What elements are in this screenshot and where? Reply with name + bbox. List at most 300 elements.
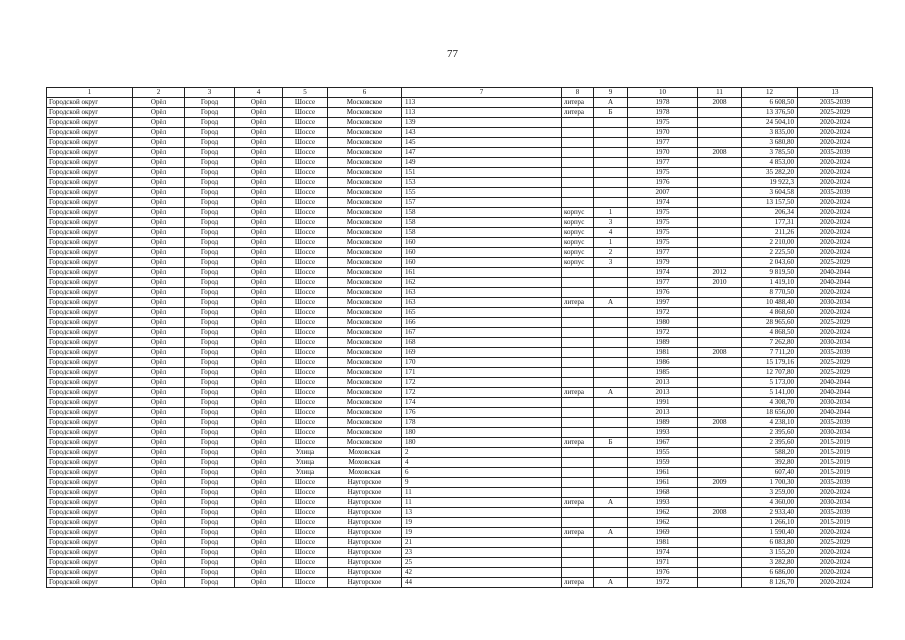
municipality-cell: Орёл (133, 198, 185, 208)
settlement-cell: Орёл (235, 318, 283, 328)
renovation-year-cell (698, 568, 742, 578)
municipality-type-cell: Городской округ (47, 148, 133, 158)
settlement-type-cell: Город (185, 468, 235, 478)
street-name-cell: Московское (328, 128, 402, 138)
house-number-cell: 113 (402, 98, 562, 108)
planned-period-cell: 2020-2024 (798, 128, 873, 138)
settlement-cell: Орёл (235, 138, 283, 148)
house-number-cell: 158 (402, 218, 562, 228)
renovation-year-cell (698, 428, 742, 438)
area-cell: 3 680,80 (742, 138, 798, 148)
table-body (47, 98, 873, 588)
planned-period-cell: 2025-2029 (798, 368, 873, 378)
house-number-cell: 165 (402, 308, 562, 318)
table-row (47, 158, 873, 168)
municipality-cell: Орёл (133, 508, 185, 518)
settlement-type-cell: Город (185, 298, 235, 308)
settlement-cell: Орёл (235, 98, 283, 108)
building-kind-cell (562, 358, 594, 368)
municipality-cell: Орёл (133, 428, 185, 438)
build-year-cell: 1989 (628, 418, 698, 428)
municipality-type-cell: Городской округ (47, 428, 133, 438)
municipality-type-cell: Городской округ (47, 158, 133, 168)
table-row (47, 98, 873, 108)
street-type-cell: Шоссе (283, 308, 328, 318)
area-cell: 4 868,50 (742, 328, 798, 338)
street-type-cell: Шоссе (283, 338, 328, 348)
building-kind-cell (562, 278, 594, 288)
settlement-cell: Орёл (235, 418, 283, 428)
renovation-year-cell (698, 158, 742, 168)
area-cell: 28 965,60 (742, 318, 798, 328)
municipality-type-cell: Городской округ (47, 548, 133, 558)
area-cell: 5 141,00 (742, 388, 798, 398)
street-type-cell: Шоссе (283, 128, 328, 138)
municipality-cell: Орёл (133, 338, 185, 348)
municipality-cell: Орёл (133, 318, 185, 328)
table-row (47, 198, 873, 208)
building-kind-cell (562, 148, 594, 158)
municipality-cell: Орёл (133, 168, 185, 178)
build-year-cell: 1976 (628, 568, 698, 578)
house-number-cell: 172 (402, 378, 562, 388)
municipality-type-cell: Городской округ (47, 118, 133, 128)
column-header: 9 (594, 88, 628, 98)
house-number-cell: 42 (402, 568, 562, 578)
building-letter-cell (594, 118, 628, 128)
area-cell: 2 225,50 (742, 248, 798, 258)
building-kind-cell (562, 338, 594, 348)
renovation-year-cell (698, 248, 742, 258)
building-kind-cell (562, 418, 594, 428)
settlement-cell: Орёл (235, 428, 283, 438)
settlement-type-cell: Город (185, 358, 235, 368)
street-name-cell: Московское (328, 298, 402, 308)
building-letter-cell: 4 (594, 228, 628, 238)
street-type-cell: Шоссе (283, 438, 328, 448)
house-number-cell: 161 (402, 268, 562, 278)
building-kind-cell: корпус (562, 258, 594, 268)
street-type-cell: Шоссе (283, 568, 328, 578)
street-type-cell: Шоссе (283, 548, 328, 558)
header-row (47, 88, 873, 98)
building-letter-cell: А (594, 528, 628, 538)
municipality-cell: Орёл (133, 448, 185, 458)
planned-period-cell: 2040-2044 (798, 378, 873, 388)
renovation-year-cell (698, 228, 742, 238)
building-kind-cell (562, 368, 594, 378)
street-name-cell: Московское (328, 158, 402, 168)
municipality-type-cell: Городской округ (47, 248, 133, 258)
street-type-cell: Шоссе (283, 528, 328, 538)
street-name-cell: Московское (328, 348, 402, 358)
street-name-cell: Московское (328, 178, 402, 188)
building-letter-cell (594, 538, 628, 548)
settlement-cell: Орёл (235, 358, 283, 368)
build-year-cell: 1974 (628, 198, 698, 208)
street-name-cell: Московское (328, 388, 402, 398)
planned-period-cell: 2025-2029 (798, 358, 873, 368)
renovation-year-cell (698, 118, 742, 128)
settlement-cell: Орёл (235, 458, 283, 468)
street-name-cell: Московское (328, 188, 402, 198)
municipality-type-cell: Городской округ (47, 508, 133, 518)
street-type-cell: Шоссе (283, 148, 328, 158)
street-name-cell: Московское (328, 408, 402, 418)
settlement-cell: Орёл (235, 178, 283, 188)
house-number-cell: 180 (402, 438, 562, 448)
renovation-year-cell (698, 398, 742, 408)
building-kind-cell: литера (562, 298, 594, 308)
build-year-cell: 1997 (628, 298, 698, 308)
column-header: 3 (185, 88, 235, 98)
municipality-cell: Орёл (133, 548, 185, 558)
building-letter-cell (594, 168, 628, 178)
municipality-cell: Орёл (133, 328, 185, 338)
renovation-year-cell (698, 518, 742, 528)
area-cell: 4 308,70 (742, 398, 798, 408)
settlement-cell: Орёл (235, 348, 283, 358)
building-letter-cell (594, 398, 628, 408)
area-cell: 607,40 (742, 468, 798, 478)
settlement-cell: Орёл (235, 398, 283, 408)
building-letter-cell (594, 288, 628, 298)
building-kind-cell (562, 428, 594, 438)
column-header: 5 (283, 88, 328, 98)
house-number-cell: 158 (402, 208, 562, 218)
building-letter-cell (594, 278, 628, 288)
municipality-type-cell: Городской округ (47, 558, 133, 568)
house-number-cell: 160 (402, 258, 562, 268)
building-letter-cell (594, 308, 628, 318)
building-letter-cell: 2 (594, 248, 628, 258)
municipality-type-cell: Городской округ (47, 568, 133, 578)
build-year-cell: 1993 (628, 498, 698, 508)
building-kind-cell: корпус (562, 218, 594, 228)
build-year-cell: 1991 (628, 398, 698, 408)
building-kind-cell (562, 128, 594, 138)
municipality-type-cell: Городской округ (47, 408, 133, 418)
settlement-type-cell: Город (185, 558, 235, 568)
municipality-cell: Орёл (133, 128, 185, 138)
street-type-cell: Шоссе (283, 428, 328, 438)
street-name-cell: Наугорское (328, 568, 402, 578)
municipality-cell: Орёл (133, 488, 185, 498)
settlement-type-cell: Город (185, 348, 235, 358)
table-row (47, 488, 873, 498)
municipality-type-cell: Городской округ (47, 418, 133, 428)
municipality-type-cell: Городской округ (47, 388, 133, 398)
street-type-cell: Шоссе (283, 388, 328, 398)
building-letter-cell: 3 (594, 258, 628, 268)
municipality-cell: Орёл (133, 568, 185, 578)
house-number-cell: 180 (402, 428, 562, 438)
municipality-cell: Орёл (133, 258, 185, 268)
settlement-cell: Орёл (235, 298, 283, 308)
build-year-cell: 1972 (628, 328, 698, 338)
settlement-cell: Орёл (235, 228, 283, 238)
area-cell: 8 126,70 (742, 578, 798, 588)
table-row (47, 278, 873, 288)
building-kind-cell (562, 198, 594, 208)
building-kind-cell: литера (562, 438, 594, 448)
area-cell: 1 590,40 (742, 528, 798, 538)
building-letter-cell (594, 148, 628, 158)
municipality-cell: Орёл (133, 148, 185, 158)
renovation-year-cell (698, 318, 742, 328)
table-row (47, 208, 873, 218)
table-row (47, 128, 873, 138)
building-letter-cell: Б (594, 438, 628, 448)
house-number-cell: 139 (402, 118, 562, 128)
house-number-cell: 172 (402, 388, 562, 398)
house-number-cell: 143 (402, 128, 562, 138)
area-cell: 3 835,00 (742, 128, 798, 138)
municipality-cell: Орёл (133, 458, 185, 468)
area-cell: 10 488,40 (742, 298, 798, 308)
house-number-cell: 162 (402, 278, 562, 288)
house-number-cell: 19 (402, 528, 562, 538)
table-row (47, 458, 873, 468)
column-header: 12 (742, 88, 798, 98)
settlement-cell: Орёл (235, 328, 283, 338)
build-year-cell: 1980 (628, 318, 698, 328)
street-type-cell: Шоссе (283, 408, 328, 418)
planned-period-cell: 2020-2024 (798, 178, 873, 188)
street-name-cell: Московское (328, 98, 402, 108)
column-header: 10 (628, 88, 698, 98)
table-row (47, 398, 873, 408)
renovation-year-cell (698, 368, 742, 378)
street-type-cell: Шоссе (283, 478, 328, 488)
settlement-cell: Орёл (235, 408, 283, 418)
house-number-cell: 23 (402, 548, 562, 558)
street-name-cell: Московское (328, 218, 402, 228)
municipality-type-cell: Городской округ (47, 268, 133, 278)
settlement-cell: Орёл (235, 438, 283, 448)
municipality-type-cell: Городской округ (47, 228, 133, 238)
build-year-cell: 2013 (628, 378, 698, 388)
municipality-cell: Орёл (133, 478, 185, 488)
building-kind-cell (562, 138, 594, 148)
build-year-cell: 2013 (628, 388, 698, 398)
house-number-cell: 151 (402, 168, 562, 178)
building-letter-cell (594, 318, 628, 328)
build-year-cell: 1972 (628, 308, 698, 318)
settlement-type-cell: Город (185, 338, 235, 348)
building-kind-cell (562, 268, 594, 278)
build-year-cell: 1962 (628, 508, 698, 518)
planned-period-cell: 2020-2024 (798, 158, 873, 168)
settlement-type-cell: Город (185, 238, 235, 248)
table-row (47, 538, 873, 548)
building-kind-cell (562, 448, 594, 458)
planned-period-cell: 2035-2039 (798, 508, 873, 518)
settlement-cell: Орёл (235, 198, 283, 208)
building-kind-cell (562, 118, 594, 128)
house-number-cell: 113 (402, 108, 562, 118)
house-number-cell: 170 (402, 358, 562, 368)
street-name-cell: Московское (328, 148, 402, 158)
street-type-cell: Улица (283, 448, 328, 458)
street-name-cell: Наугорское (328, 538, 402, 548)
building-letter-cell (594, 328, 628, 338)
settlement-type-cell: Город (185, 378, 235, 388)
settlement-type-cell: Город (185, 448, 235, 458)
municipality-cell: Орёл (133, 378, 185, 388)
build-year-cell: 1975 (628, 208, 698, 218)
settlement-cell: Орёл (235, 278, 283, 288)
table-row (47, 288, 873, 298)
building-letter-cell (594, 448, 628, 458)
building-letter-cell: А (594, 298, 628, 308)
settlement-cell: Орёл (235, 238, 283, 248)
renovation-year-cell (698, 548, 742, 558)
area-cell: 206,34 (742, 208, 798, 218)
building-letter-cell (594, 338, 628, 348)
area-cell: 1 700,30 (742, 478, 798, 488)
municipality-cell: Орёл (133, 358, 185, 368)
renovation-year-cell (698, 188, 742, 198)
municipality-type-cell: Городской округ (47, 218, 133, 228)
building-letter-cell: А (594, 98, 628, 108)
street-name-cell: Московское (328, 368, 402, 378)
building-letter-cell (594, 488, 628, 498)
area-cell: 7 262,80 (742, 338, 798, 348)
settlement-cell: Орёл (235, 548, 283, 558)
planned-period-cell: 2020-2024 (798, 578, 873, 588)
street-type-cell: Шоссе (283, 238, 328, 248)
area-cell: 12 707,80 (742, 368, 798, 378)
table-row (47, 308, 873, 318)
build-year-cell: 1970 (628, 148, 698, 158)
renovation-year-cell (698, 208, 742, 218)
street-name-cell: Московское (328, 258, 402, 268)
planned-period-cell: 2020-2024 (798, 208, 873, 218)
settlement-type-cell: Город (185, 328, 235, 338)
planned-period-cell: 2035-2039 (798, 188, 873, 198)
area-cell: 211,26 (742, 228, 798, 238)
house-number-cell: 171 (402, 368, 562, 378)
settlement-type-cell: Город (185, 178, 235, 188)
renovation-year-cell (698, 298, 742, 308)
settlement-cell: Орёл (235, 208, 283, 218)
house-number-cell: 167 (402, 328, 562, 338)
house-number-cell: 163 (402, 288, 562, 298)
area-cell: 177,31 (742, 218, 798, 228)
renovation-year-cell (698, 388, 742, 398)
build-year-cell: 1974 (628, 548, 698, 558)
building-letter-cell (594, 368, 628, 378)
street-name-cell: Московское (328, 338, 402, 348)
build-year-cell: 1993 (628, 428, 698, 438)
build-year-cell: 1955 (628, 448, 698, 458)
build-year-cell: 1975 (628, 168, 698, 178)
municipality-cell: Орёл (133, 158, 185, 168)
street-name-cell: Наугорское (328, 478, 402, 488)
planned-period-cell: 2035-2039 (798, 478, 873, 488)
planned-period-cell: 2020-2024 (798, 168, 873, 178)
street-name-cell: Московское (328, 288, 402, 298)
settlement-cell: Орёл (235, 118, 283, 128)
municipality-cell: Орёл (133, 348, 185, 358)
planned-period-cell: 2020-2024 (798, 118, 873, 128)
municipality-cell: Орёл (133, 268, 185, 278)
house-number-cell: 174 (402, 398, 562, 408)
area-cell: 15 179,16 (742, 358, 798, 368)
settlement-cell: Орёл (235, 578, 283, 588)
building-kind-cell (562, 308, 594, 318)
building-letter-cell (594, 348, 628, 358)
street-type-cell: Шоссе (283, 288, 328, 298)
build-year-cell: 1976 (628, 288, 698, 298)
municipality-cell: Орёл (133, 208, 185, 218)
table-row (47, 108, 873, 118)
renovation-year-cell (698, 498, 742, 508)
building-letter-cell (594, 418, 628, 428)
settlement-cell: Орёл (235, 368, 283, 378)
planned-period-cell: 2030-2034 (798, 498, 873, 508)
building-kind-cell: корпус (562, 238, 594, 248)
municipality-type-cell: Городской округ (47, 108, 133, 118)
municipality-type-cell: Городской округ (47, 278, 133, 288)
table-row (47, 528, 873, 538)
settlement-cell: Орёл (235, 448, 283, 458)
settlement-type-cell: Город (185, 458, 235, 468)
table-row (47, 358, 873, 368)
settlement-cell: Орёл (235, 128, 283, 138)
settlement-type-cell: Город (185, 438, 235, 448)
building-letter-cell (594, 568, 628, 578)
table-row (47, 448, 873, 458)
planned-period-cell: 2020-2024 (798, 198, 873, 208)
column-header: 2 (133, 88, 185, 98)
planned-period-cell: 2035-2039 (798, 98, 873, 108)
house-number-cell: 160 (402, 238, 562, 248)
street-type-cell: Шоссе (283, 558, 328, 568)
build-year-cell: 1981 (628, 538, 698, 548)
renovation-year-cell (698, 338, 742, 348)
street-name-cell: Московское (328, 418, 402, 428)
municipality-type-cell: Городской округ (47, 258, 133, 268)
area-cell: 1 419,10 (742, 278, 798, 288)
settlement-type-cell: Город (185, 188, 235, 198)
municipality-cell: Орёл (133, 228, 185, 238)
renovation-year-cell (698, 358, 742, 368)
table-row (47, 178, 873, 188)
settlement-cell: Орёл (235, 538, 283, 548)
settlement-cell: Орёл (235, 378, 283, 388)
planned-period-cell: 2020-2024 (798, 528, 873, 538)
settlement-cell: Орёл (235, 528, 283, 538)
housing-register-table (46, 87, 873, 588)
renovation-year-cell (698, 198, 742, 208)
municipality-type-cell: Городской округ (47, 168, 133, 178)
planned-period-cell: 2015-2019 (798, 438, 873, 448)
municipality-cell: Орёл (133, 388, 185, 398)
house-number-cell: 158 (402, 228, 562, 238)
settlement-cell: Орёл (235, 188, 283, 198)
street-name-cell: Московское (328, 108, 402, 118)
table-row (47, 118, 873, 128)
planned-period-cell: 2020-2024 (798, 488, 873, 498)
area-cell: 19 922,3 (742, 178, 798, 188)
building-kind-cell (562, 348, 594, 358)
planned-period-cell: 2020-2024 (798, 328, 873, 338)
street-type-cell: Шоссе (283, 158, 328, 168)
build-year-cell: 1975 (628, 118, 698, 128)
renovation-year-cell: 2012 (698, 268, 742, 278)
